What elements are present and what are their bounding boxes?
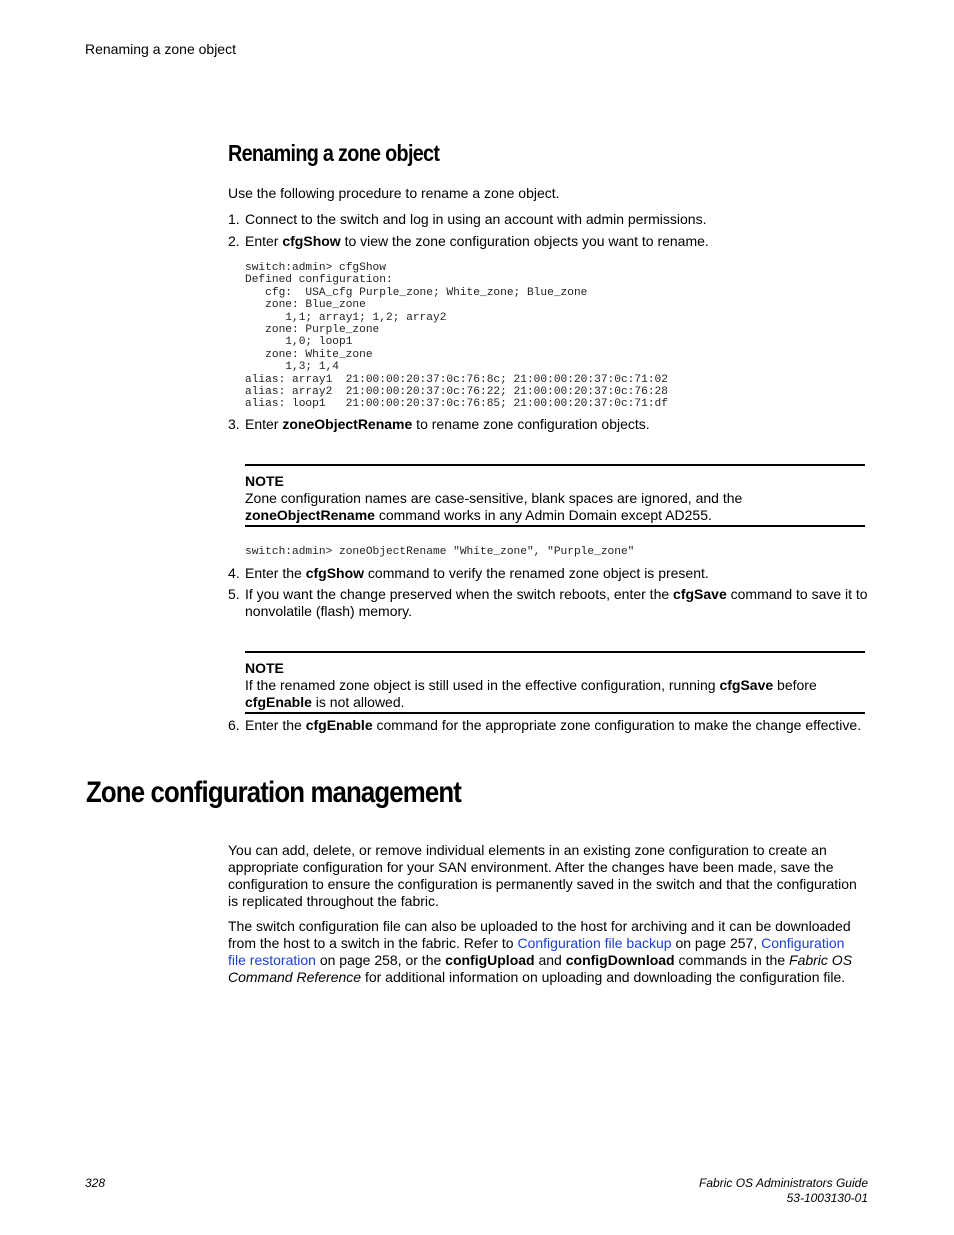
note-text-post: is not allowed.: [311, 694, 405, 710]
note-text: [245, 677, 817, 710]
step-text-pre: Enter: [245, 233, 283, 249]
step-text-post: to rename zone configuration objects.: [412, 416, 650, 432]
note-title: NOTE: [245, 473, 284, 489]
command-name: cfgSave: [673, 586, 727, 602]
step-6: [228, 717, 868, 734]
paragraph-text: on page 258, or the: [315, 952, 446, 968]
note-title: NOTE: [245, 660, 284, 676]
note-text-pre: If the renamed zone object is still used in the effective configuration, running: [245, 677, 720, 693]
note-text-post: command works in any Admin Domain except AD255.: [374, 507, 712, 523]
section-title-zone-config-management: Zone configuration management: [86, 776, 461, 809]
step-text-pre: Enter: [245, 416, 283, 432]
step-text-pre: Enter the: [245, 565, 306, 581]
step-number: 2.: [228, 233, 240, 249]
step-number: 5.: [228, 586, 240, 602]
note-box-2: [245, 651, 865, 714]
paragraph-1: You can add, delete, or remove individual elements in an existing zone configuration to create an appropriate configuration for your SAN environment. After the changes have been made, save the configuration to ensure the configuration is permanently saved in the switch and that the configuration is replicated throughout the fabric.: [228, 842, 857, 909]
section-title-renaming: Renaming a zone object: [228, 140, 440, 166]
paragraph-text: on page 257,: [671, 935, 762, 951]
step-number: 6.: [228, 717, 240, 733]
note-box-1: [245, 464, 865, 527]
paragraph-text: commands in the: [674, 952, 790, 968]
note-text-mid: before: [773, 677, 817, 693]
step-number: 1.: [228, 211, 240, 227]
step-text-pre: Enter the: [245, 717, 306, 733]
book-title: Fabric OS Command Reference: [228, 952, 853, 985]
step-2: [228, 233, 868, 250]
paragraph-2: [228, 918, 864, 986]
command-name: zoneObjectRename: [282, 416, 413, 432]
step-text: [245, 717, 868, 734]
step-text-post: command to save it to nonvolatile (flash) memory.: [245, 586, 868, 619]
step-text: Connect to the switch and log in using an account with admin permissions.: [245, 211, 707, 227]
step-5: [228, 586, 868, 620]
step-number: 3.: [228, 416, 240, 432]
command-name: configUpload: [445, 952, 535, 968]
code-block-cfgshow: switch:admin> cfgShow Defined configuration: cfg: USA_cfg Purple_zone; White_zone; Blue_zone zone: Blue_zone 1,1; array1; 1,2; array2 zone: Purple_zone 1,0; loop1 zone: White_zone 1,3; 1,4 alias: array1 21:00:00:20:37:0c:76:8c; 21:00:00:20:37:0c:71:02 alias: array2 21:00:00:20:37:0c:76:22; 21:00:00:20:37:0c:76:28 alias: loop1 21:00:00:20:37:0c:76:85; 21:00:00:20:37:0c:71:df: [245, 262, 668, 411]
step-text: [245, 586, 868, 620]
step-text: [245, 416, 868, 433]
step-1: [228, 211, 868, 228]
command-name: cfgShow: [305, 565, 365, 581]
page-number: 328: [85, 1176, 106, 1190]
command-name: cfgEnable: [245, 694, 312, 710]
step-text-post: to view the zone configuration objects you want to rename.: [340, 233, 709, 249]
command-name: cfgShow: [282, 233, 341, 249]
step-text-post: command for the appropriate zone configuration to make the change effective.: [372, 717, 862, 733]
command-name: cfgEnable: [305, 717, 373, 733]
running-header: Renaming a zone object: [85, 41, 236, 57]
step-number: 4.: [228, 565, 240, 581]
doc-title: Fabric OS Administrators Guide: [699, 1176, 868, 1190]
command-name: cfgSave: [719, 677, 774, 693]
command-name: configDownload: [565, 952, 675, 968]
step-text-pre: If you want the change preserved when the switch reboots, enter the: [245, 586, 674, 602]
doc-number: 53-1003130-01: [786, 1191, 868, 1205]
step-4: [228, 565, 868, 582]
code-block-rename: switch:admin> zoneObjectRename "White_zone", "Purple_zone": [245, 546, 635, 558]
step-text: [245, 565, 868, 582]
link-config-file-backup[interactable]: Configuration file backup: [517, 935, 672, 951]
note-text-pre: Zone configuration names are case-sensitive, blank spaces are ignored, and the: [245, 490, 743, 506]
link-config-file-restoration[interactable]: Configuration file restoration: [228, 935, 845, 968]
paragraph-text: for additional information on uploading and downloading the configuration file.: [361, 969, 846, 985]
paragraph-text: The switch configuration file can also be uploaded to the host for archiving and it can be downloaded from the host to a switch in the fabric. Refer to: [228, 918, 851, 951]
command-name: zoneObjectRename: [245, 507, 375, 523]
step-text-post: command to verify the renamed zone object is present.: [364, 565, 709, 581]
footer-doc-info: [699, 1176, 868, 1206]
note-text: [245, 490, 742, 523]
step-3: [228, 416, 868, 433]
intro-paragraph: Use the following procedure to rename a zone object.: [228, 185, 560, 201]
step-text: [245, 233, 868, 250]
paragraph-text: and: [534, 952, 566, 968]
